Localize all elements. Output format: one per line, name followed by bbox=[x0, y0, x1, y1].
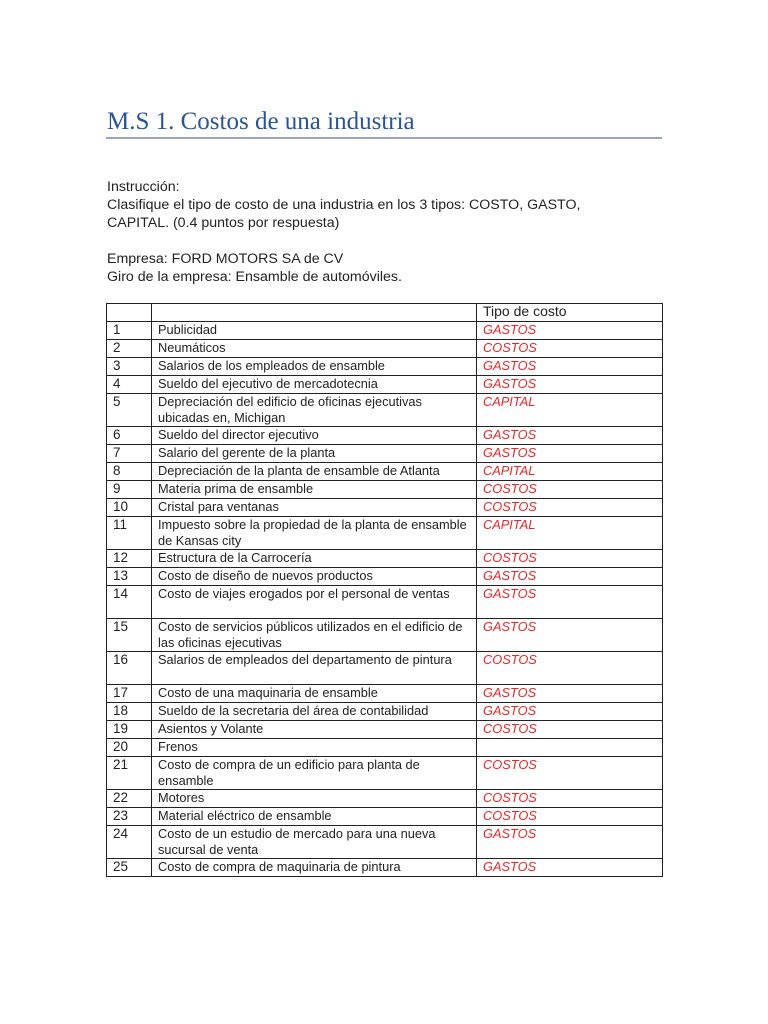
row-concept: Costo de compra de maquinaria de pintura bbox=[152, 859, 477, 877]
row-cost-type: GASTOS bbox=[477, 445, 663, 463]
row-cost-type: GASTOS bbox=[477, 826, 663, 859]
company-business: Giro de la empresa: Ensamble de automóviles. bbox=[107, 269, 402, 285]
row-cost-type: GASTOS bbox=[477, 376, 663, 394]
row-number: 12 bbox=[107, 550, 152, 568]
instruction-line-2: CAPITAL. (0.4 puntos por respuesta) bbox=[107, 215, 340, 231]
table-row bbox=[107, 340, 663, 358]
table-row bbox=[107, 721, 663, 739]
instruction-line-1: Clasifique el tipo de costo de una industria en los 3 tipos: COSTO, GASTO, bbox=[107, 197, 581, 213]
row-cost-type: COSTOS bbox=[477, 808, 663, 826]
title-underline bbox=[106, 137, 662, 139]
row-cost-type: GASTOS bbox=[477, 859, 663, 877]
row-number: 17 bbox=[107, 685, 152, 703]
table-row bbox=[107, 463, 663, 481]
row-concept: Costo de viajes erogados por el personal de ventas bbox=[152, 586, 477, 619]
row-cost-type: GASTOS bbox=[477, 703, 663, 721]
row-concept: Neumáticos bbox=[152, 340, 477, 358]
row-concept: Costo de un estudio de mercado para una nueva sucursal de venta bbox=[152, 826, 477, 859]
row-number: 2 bbox=[107, 340, 152, 358]
row-concept: Sueldo del director ejecutivo bbox=[152, 427, 477, 445]
row-cost-type: GASTOS bbox=[477, 568, 663, 586]
row-cost-type: COSTOS bbox=[477, 550, 663, 568]
table-header-row bbox=[107, 304, 663, 322]
row-cost-type: CAPITAL bbox=[477, 517, 663, 550]
header-num bbox=[107, 304, 152, 322]
table-row bbox=[107, 376, 663, 394]
table-row bbox=[107, 652, 663, 685]
page-title: M.S 1. Costos de una industria bbox=[107, 108, 415, 135]
row-number: 4 bbox=[107, 376, 152, 394]
table-row bbox=[107, 586, 663, 619]
row-number: 13 bbox=[107, 568, 152, 586]
row-concept: Costo de una maquinaria de ensamble bbox=[152, 685, 477, 703]
row-concept: Estructura de la Carrocería bbox=[152, 550, 477, 568]
row-cost-type: GASTOS bbox=[477, 586, 663, 619]
row-concept: Depreciación de la planta de ensamble de Atlanta bbox=[152, 463, 477, 481]
row-concept: Costo de diseño de nuevos productos bbox=[152, 568, 477, 586]
row-concept: Costo de compra de un edificio para planta de ensamble bbox=[152, 757, 477, 790]
row-number: 6 bbox=[107, 427, 152, 445]
row-number: 3 bbox=[107, 358, 152, 376]
table-row bbox=[107, 808, 663, 826]
row-number: 18 bbox=[107, 703, 152, 721]
row-cost-type bbox=[477, 739, 663, 757]
row-concept: Motores bbox=[152, 790, 477, 808]
row-concept: Sueldo del ejecutivo de mercadotecnia bbox=[152, 376, 477, 394]
company-name: Empresa: FORD MOTORS SA de CV bbox=[107, 251, 344, 267]
header-cost-type: Tipo de costo bbox=[477, 304, 663, 322]
row-concept: Cristal para ventanas bbox=[152, 499, 477, 517]
row-number: 7 bbox=[107, 445, 152, 463]
table-row bbox=[107, 322, 663, 340]
row-cost-type: GASTOS bbox=[477, 427, 663, 445]
row-number: 9 bbox=[107, 481, 152, 499]
table-row bbox=[107, 826, 663, 859]
table-row bbox=[107, 757, 663, 790]
row-number: 23 bbox=[107, 808, 152, 826]
table-row bbox=[107, 790, 663, 808]
row-concept: Salario del gerente de la planta bbox=[152, 445, 477, 463]
table-row bbox=[107, 568, 663, 586]
row-number: 1 bbox=[107, 322, 152, 340]
row-concept: Sueldo de la secretaria del área de contabilidad bbox=[152, 703, 477, 721]
table-row bbox=[107, 703, 663, 721]
row-number: 25 bbox=[107, 859, 152, 877]
row-cost-type: COSTOS bbox=[477, 481, 663, 499]
row-cost-type: COSTOS bbox=[477, 757, 663, 790]
row-concept: Depreciación del edificio de oficinas ejecutivas ubicadas en, Michigan bbox=[152, 394, 477, 427]
instruction-label: Instrucción: bbox=[107, 179, 180, 195]
table-row bbox=[107, 739, 663, 757]
row-number: 20 bbox=[107, 739, 152, 757]
row-number: 8 bbox=[107, 463, 152, 481]
row-concept: Costo de servicios públicos utilizados en el edificio de las oficinas ejecutivas bbox=[152, 619, 477, 652]
row-number: 16 bbox=[107, 652, 152, 685]
table-row bbox=[107, 427, 663, 445]
row-concept: Frenos bbox=[152, 739, 477, 757]
table-row bbox=[107, 499, 663, 517]
row-cost-type: COSTOS bbox=[477, 652, 663, 685]
row-concept: Asientos y Volante bbox=[152, 721, 477, 739]
row-number: 11 bbox=[107, 517, 152, 550]
table-row bbox=[107, 517, 663, 550]
cost-classification-table bbox=[106, 303, 663, 877]
table-row bbox=[107, 619, 663, 652]
row-cost-type: CAPITAL bbox=[477, 463, 663, 481]
row-cost-type: GASTOS bbox=[477, 685, 663, 703]
table-row bbox=[107, 445, 663, 463]
row-cost-type: CAPITAL bbox=[477, 394, 663, 427]
header-concept bbox=[152, 304, 477, 322]
row-cost-type: COSTOS bbox=[477, 721, 663, 739]
row-number: 14 bbox=[107, 586, 152, 619]
row-concept: Materia prima de ensamble bbox=[152, 481, 477, 499]
row-number: 10 bbox=[107, 499, 152, 517]
row-concept: Publicidad bbox=[152, 322, 477, 340]
table-row bbox=[107, 481, 663, 499]
row-number: 15 bbox=[107, 619, 152, 652]
row-number: 5 bbox=[107, 394, 152, 427]
row-cost-type: GASTOS bbox=[477, 619, 663, 652]
table-row bbox=[107, 358, 663, 376]
row-concept: Material eléctrico de ensamble bbox=[152, 808, 477, 826]
table-row bbox=[107, 550, 663, 568]
row-cost-type: GASTOS bbox=[477, 322, 663, 340]
row-cost-type: COSTOS bbox=[477, 790, 663, 808]
table-row bbox=[107, 859, 663, 877]
row-concept: Salarios de empleados del departamento de pintura bbox=[152, 652, 477, 685]
row-cost-type: GASTOS bbox=[477, 358, 663, 376]
row-number: 19 bbox=[107, 721, 152, 739]
table-row bbox=[107, 685, 663, 703]
row-number: 22 bbox=[107, 790, 152, 808]
table-row bbox=[107, 394, 663, 427]
row-concept: Impuesto sobre la propiedad de la planta de ensamble de Kansas city bbox=[152, 517, 477, 550]
row-concept: Salarios de los empleados de ensamble bbox=[152, 358, 477, 376]
row-number: 21 bbox=[107, 757, 152, 790]
row-cost-type: COSTOS bbox=[477, 499, 663, 517]
row-number: 24 bbox=[107, 826, 152, 859]
row-cost-type: COSTOS bbox=[477, 340, 663, 358]
